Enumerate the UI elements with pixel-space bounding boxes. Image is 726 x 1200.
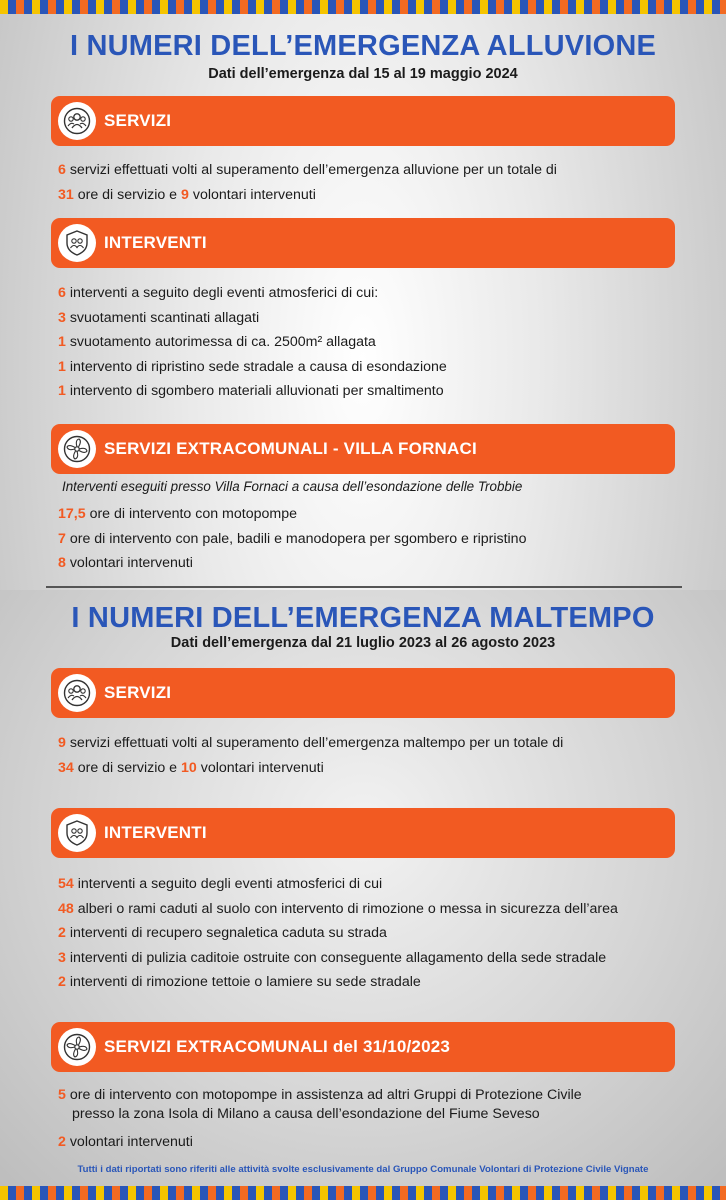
list-item: 3 interventi di pulizia caditoie ostruite con conseguente allagamento della sede stradale xyxy=(58,949,607,966)
interventi-lines xyxy=(58,281,698,404)
list-item: 48 alberi o rami caduti al suolo con intervento di rimozione o messa in sicurezza dell’area xyxy=(58,900,618,917)
extra-label: SERVIZI EXTRACOMUNALI del 31/10/2023 xyxy=(104,1037,451,1056)
interventi-header xyxy=(51,808,675,858)
servizi-label: SERVIZI xyxy=(104,111,172,130)
extra-header xyxy=(51,424,675,474)
list-item: 3 svuotamenti scantinati allagati xyxy=(58,309,260,326)
servizi-lines xyxy=(58,158,698,207)
list-item: 31 ore di servizio e 9 volontari intervenuti xyxy=(58,186,316,203)
list-item: 7 ore di intervento con pale, badili e manodopera per sgombero e ripristino xyxy=(58,530,527,547)
list-item: 2 interventi di recupero segnaletica caduta su strada xyxy=(58,925,387,941)
section-alluvione xyxy=(0,14,726,586)
extra-label: SERVIZI EXTRACOMUNALI - VILLA FORNACI xyxy=(104,439,477,458)
list-item: 2 interventi di rimozione tettoie o lamiere su sede stradale xyxy=(58,974,421,990)
footer-note: Tutti i dati riportati sono riferiti alle attività svolte esclusivamente dal Gruppo Comunale Volontari di Protezione Civile Vignate xyxy=(77,1164,649,1175)
list-item: 17,5 ore di intervento con motopompe xyxy=(58,506,297,522)
servizi-lines xyxy=(58,731,698,780)
interventi-label: INTERVENTI xyxy=(104,823,207,842)
interventi-lines xyxy=(58,872,698,995)
water-pump-icon xyxy=(58,430,96,468)
extra-note: Interventi eseguiti presso Villa Fornaci a causa dell’esondazione delle Trobbie xyxy=(62,479,523,494)
section-subtitle: Dati dell’emergenza dal 21 luglio 2023 al 26 agosto 2023 xyxy=(170,635,556,651)
volunteers-icon xyxy=(58,102,96,140)
interventi-header xyxy=(51,218,675,268)
shield-people-icon xyxy=(58,224,96,262)
list-item: 1 intervento di ripristino sede stradale a causa di esondazione xyxy=(58,358,447,375)
servizi-header xyxy=(51,668,675,718)
list-item: 8 volontari intervenuti xyxy=(58,555,193,571)
list-item: 5 ore di intervento con motopompe in assistenza ad altri Gruppi di Protezione Civile presso la zona Isola di Milano a causa dell’esondazione del Fiume Seveso xyxy=(58,1087,582,1122)
servizi-header xyxy=(51,96,675,146)
list-item: 6 interventi a seguito degli eventi atmosferici di cui: xyxy=(58,285,379,301)
volunteers-icon xyxy=(58,674,96,712)
list-item: 6 servizi effettuati volti al superamento dell’emergenza alluvione per un totale di xyxy=(58,162,557,178)
bottom-stripe xyxy=(0,1186,726,1200)
extra-lines xyxy=(58,1086,698,1155)
list-item: 34 ore di servizio e 10 volontari intervenuti xyxy=(58,759,324,776)
page-title: I NUMERI DELL’EMERGENZA ALLUVIONE xyxy=(69,30,657,62)
shield-people-icon xyxy=(58,814,96,852)
list-item: 9 servizi effettuati volti al superamento dell’emergenza maltempo per un totale di xyxy=(58,735,564,751)
top-stripe xyxy=(0,0,726,14)
water-pump-icon xyxy=(58,1028,96,1066)
section-maltempo xyxy=(0,590,726,1186)
extra-lines xyxy=(58,502,698,576)
section-title: I NUMERI DELL’EMERGENZA MALTEMPO xyxy=(71,602,655,634)
servizi-label: SERVIZI xyxy=(104,683,172,702)
page-subtitle: Dati dell’emergenza dal 15 al 19 maggio 2024 xyxy=(208,66,518,82)
list-item: 2 volontari intervenuti xyxy=(58,1134,193,1150)
list-item: 1 intervento di sgombero materiali alluvionati per smaltimento xyxy=(58,383,444,399)
interventi-label: INTERVENTI xyxy=(104,233,207,252)
section-divider xyxy=(46,586,682,588)
list-item: 1 svuotamento autorimessa di ca. 2500m² allagata xyxy=(58,334,376,350)
list-item: 54 interventi a seguito degli eventi atmosferici di cui xyxy=(58,876,383,892)
extra-header xyxy=(51,1022,675,1072)
